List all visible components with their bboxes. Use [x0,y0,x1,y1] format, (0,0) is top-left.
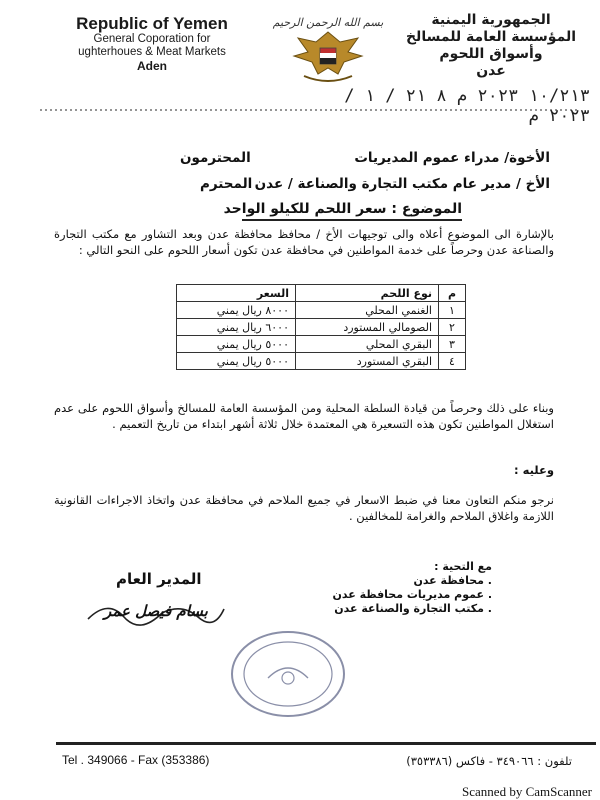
footer-rule [56,742,596,745]
table-cell: ١ [439,302,466,319]
table-cell: ٥٠٠٠ ريال يمني [177,353,296,370]
table-cell: ٥٠٠٠ ريال يمني [177,336,296,353]
yemen-emblem-icon [268,12,388,90]
cc-heading: مع التحية : [434,560,492,573]
addressee-text: الأخ / مدير عام مكتب التجارة والصناعة / عدن [254,176,550,192]
table-header-row [177,285,466,302]
table-row [177,319,466,336]
table-cell: ٢ [439,319,466,336]
scanner-watermark: Scanned by CamScanner [462,784,592,799]
cc-item: . عموم مديريات محافظة عدن [332,588,492,601]
cc-item: . محافظة عدن [413,574,492,587]
svg-text:بسم الله الرحمن الرحيم: بسم الله الرحمن الرحيم [272,16,384,29]
body-paragraph: نرجو منكم التعاون معنا في ضبط الاسعار في جميع الملاحم في محافظة عدن واتخاذ الاجراءات القانونية اللازمة واغلاق الملاحم والغرامة للمخالفين . [54,493,554,523]
signatory-name: بسام فيصل عمر [104,602,208,620]
footer-contact-ar: تلفون : ٣٤٩٠٦٦ - فاكس (٣٥٣٣٨٦) [406,754,572,768]
table-header-cell: السعر [177,285,296,302]
letterhead-en-line: General Coporation for [93,33,211,45]
table-row [177,302,466,319]
table-header-cell: نوع اللحم [296,285,439,302]
intro-paragraph: بالإشارة الى الموضوع أعلاه والى توجيهات الأخ / محافظ محافظة عدن وبعد التشاور مع مكتب التجارة والصناعة عدن وحرصاً على خدمة المواطنين في محافظة عدن تكون أسعار اللحوم على النحو التالي : [54,227,554,257]
table-cell: ٦٠٠٠ ريال يمني [177,319,296,336]
letterhead-ar-line: وأسواق اللحوم [439,46,543,62]
therefore-label: وعليه : [514,463,554,477]
signature-title: المدير العام [116,570,202,588]
table-cell: الصومالي المستورد [296,319,439,336]
body-paragraph: وبناء على ذلك وحرصاً من قيادة السلطة المحلية ومن المؤسسة العامة للمسالخ وأسواق اللحوم على عدم استغلال المواطنين تكون هذه التسعيرة هي المعتمدة خلال ثلاثة أشهر ابتداء من تاريخ التعميم . [54,401,554,431]
addressee-line [70,176,550,192]
cc-item: . مكتب التجارة والصناعة عدن [334,602,492,615]
letterhead-ar-line: المؤسسة العامة للمسالخ [405,29,577,45]
letterhead-english [32,14,272,74]
table-cell: البقري المحلي [296,336,439,353]
table-cell: ٨٠٠٠ ريال يمني [177,302,296,319]
price-table [176,284,466,370]
letterhead-en-line: Aden [137,59,167,73]
subject-underline [242,219,462,221]
letterhead-ar-line: عدن [476,63,506,79]
addressee-text: الأخوة/ مدراء عموم المديريات [354,150,550,166]
letterhead-en-line: Republic of Yemen [76,14,228,33]
official-stamp-icon [228,628,348,720]
table-cell: ٣ [439,336,466,353]
addressee-honorific: المحترم [200,176,253,192]
addressee-line [70,150,550,166]
table-cell: الغنمي المحلي [296,302,439,319]
table-cell: ٤ [439,353,466,370]
table-row [177,336,466,353]
letterhead-ar-line: الجمهورية اليمنية [431,12,551,28]
table-row [177,353,466,370]
letterhead-en-line: ughterhoues & Meat Markets [78,46,226,58]
footer-contact-en: Tel . 349066 - Fax (353386) [62,753,210,767]
reference-number: ١٠/٢١٣ ٢٠٢٣ م ٨ ٢١ / ١ / ٢٠٢٣ م [344,86,590,126]
table-header-cell: م [439,285,466,302]
subject-line: الموضوع : سعر اللحم للكيلو الواحد [223,201,462,217]
table-cell: البقري المستورد [296,353,439,370]
letterhead-arabic [396,12,586,80]
addressee-honorific: المحترمون [180,150,251,166]
